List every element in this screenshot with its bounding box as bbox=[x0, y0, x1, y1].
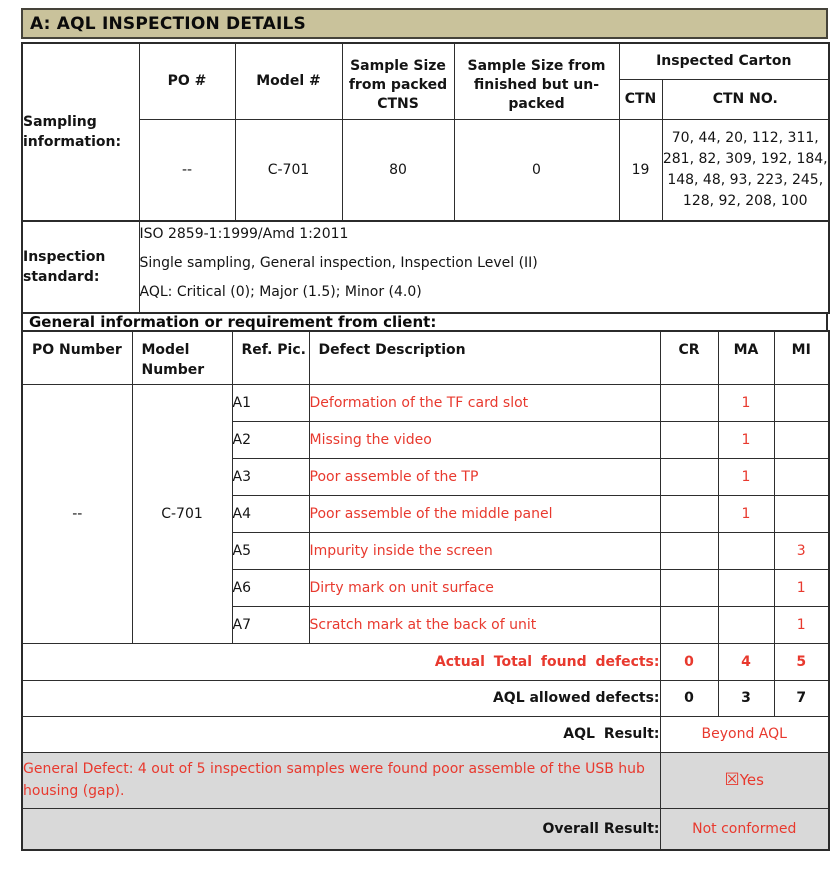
defect-description-header: Defect Description bbox=[309, 331, 660, 384]
actual-cr-value: 0 bbox=[660, 643, 718, 680]
allowed-mi-value: 7 bbox=[774, 680, 829, 716]
standard-line-aql: AQL: Critical (0); Major (1.5); Minor (4.0) bbox=[139, 283, 422, 300]
ma-cell bbox=[718, 606, 774, 643]
defects-po-value: -- bbox=[22, 384, 132, 643]
checkbox-checked-icon: ☒ bbox=[724, 770, 740, 790]
ma-cell: 1 bbox=[718, 421, 774, 458]
actual-ma-value: 4 bbox=[718, 643, 774, 680]
sample-size-packed-header: Sample Size from packed CTNS bbox=[342, 43, 454, 119]
ref-pic-cell: A4 bbox=[232, 495, 309, 532]
ctn-no-header: CTN NO. bbox=[662, 79, 829, 119]
defect-description-cell: Impurity inside the screen bbox=[309, 532, 660, 569]
ma-header: MA bbox=[718, 331, 774, 384]
section-title: A: AQL INSPECTION DETAILS bbox=[21, 8, 828, 39]
ctn-header: CTN bbox=[619, 79, 662, 119]
standard-line-sampling: Single sampling, General inspection, Inspection Level (II) bbox=[139, 254, 538, 271]
inspection-standard-table bbox=[21, 220, 830, 314]
aql-result-label: AQL Result: bbox=[22, 716, 660, 752]
ma-cell bbox=[718, 532, 774, 569]
overall-result-value: Not conformed bbox=[660, 808, 829, 850]
defect-description-cell: Scratch mark at the back of unit bbox=[309, 606, 660, 643]
client-requirement-band: General information or requirement from client: bbox=[21, 312, 828, 332]
mi-cell bbox=[774, 421, 829, 458]
cr-cell bbox=[660, 532, 718, 569]
aql-result-value: Beyond AQL bbox=[660, 716, 829, 752]
ref-pic-cell: A5 bbox=[232, 532, 309, 569]
cr-cell bbox=[660, 421, 718, 458]
ref-pic-cell: A6 bbox=[232, 569, 309, 606]
overall-result-row bbox=[22, 808, 829, 850]
general-defect-row bbox=[22, 752, 829, 808]
ma-cell: 1 bbox=[718, 495, 774, 532]
ctn-count-value: 19 bbox=[619, 119, 662, 221]
ma-cell: 1 bbox=[718, 384, 774, 421]
ma-cell bbox=[718, 569, 774, 606]
ref-pic-cell: A3 bbox=[232, 458, 309, 495]
yes-checkbox[interactable] bbox=[725, 771, 764, 789]
ref-pic-header: Ref. Pic. bbox=[232, 331, 309, 384]
defect-description-cell: Dirty mark on unit surface bbox=[309, 569, 660, 606]
allowed-ma-value: 3 bbox=[718, 680, 774, 716]
aql-inspection-report bbox=[21, 8, 828, 851]
yes-checkbox-label: Yes bbox=[739, 771, 764, 789]
standard-line-iso: ISO 2859-1:1999/Amd 1:2011 bbox=[139, 225, 349, 242]
actual-mi-value: 5 bbox=[774, 643, 829, 680]
cr-cell bbox=[660, 606, 718, 643]
inspected-carton-header: Inspected Carton bbox=[619, 43, 829, 79]
sample-size-unpacked-header: Sample Size from finished but un-packed bbox=[454, 43, 619, 119]
mi-cell bbox=[774, 458, 829, 495]
sample-size-packed-value: 80 bbox=[342, 119, 454, 221]
inspection-standard-content bbox=[139, 221, 829, 313]
defects-model-header: Model Number bbox=[132, 331, 232, 384]
cr-cell bbox=[660, 384, 718, 421]
po-number-value: -- bbox=[139, 119, 235, 221]
mi-cell: 1 bbox=[774, 606, 829, 643]
sampling-table bbox=[21, 42, 830, 222]
ma-cell: 1 bbox=[718, 458, 774, 495]
cr-header: CR bbox=[660, 331, 718, 384]
actual-total-label: Actual Total found defects: bbox=[22, 643, 660, 680]
po-number-header: PO # bbox=[139, 43, 235, 119]
model-number-value: C-701 bbox=[235, 119, 342, 221]
allowed-totals-row bbox=[22, 680, 829, 716]
mi-header: MI bbox=[774, 331, 829, 384]
cr-cell bbox=[660, 495, 718, 532]
mi-cell bbox=[774, 384, 829, 421]
sampling-information-label: Sampling information: bbox=[22, 43, 139, 221]
overall-result-label: Overall Result: bbox=[22, 808, 660, 850]
sample-size-unpacked-value: 0 bbox=[454, 119, 619, 221]
actual-totals-row bbox=[22, 643, 829, 680]
ref-pic-cell: A7 bbox=[232, 606, 309, 643]
aql-result-row bbox=[22, 716, 829, 752]
allowed-cr-value: 0 bbox=[660, 680, 718, 716]
defect-description-cell: Deformation of the TF card slot bbox=[309, 384, 660, 421]
ref-pic-cell: A1 bbox=[232, 384, 309, 421]
general-defect-confirm-cell bbox=[660, 752, 829, 808]
cr-cell bbox=[660, 569, 718, 606]
defects-table bbox=[21, 330, 830, 851]
mi-cell: 1 bbox=[774, 569, 829, 606]
defect-row bbox=[22, 384, 829, 421]
defects-po-header: PO Number bbox=[22, 331, 132, 384]
cr-cell bbox=[660, 458, 718, 495]
aql-allowed-label: AQL allowed defects: bbox=[22, 680, 660, 716]
inspection-standard-label: Inspection standard: bbox=[22, 221, 139, 313]
ref-pic-cell: A2 bbox=[232, 421, 309, 458]
defect-description-cell: Poor assemble of the TP bbox=[309, 458, 660, 495]
defect-description-cell: Missing the video bbox=[309, 421, 660, 458]
ctn-numbers-value: 70, 44, 20, 112, 311, 281, 82, 309, 192, 184, 148, 48, 93, 223, 245, 128, 92, 208, 100 bbox=[662, 119, 829, 221]
defects-model-value: C-701 bbox=[132, 384, 232, 643]
mi-cell: 3 bbox=[774, 532, 829, 569]
mi-cell bbox=[774, 495, 829, 532]
model-number-header: Model # bbox=[235, 43, 342, 119]
defect-description-cell: Poor assemble of the middle panel bbox=[309, 495, 660, 532]
general-defect-text: General Defect: 4 out of 5 inspection samples were found poor assemble of the USB hub housing (gap). bbox=[22, 752, 660, 808]
